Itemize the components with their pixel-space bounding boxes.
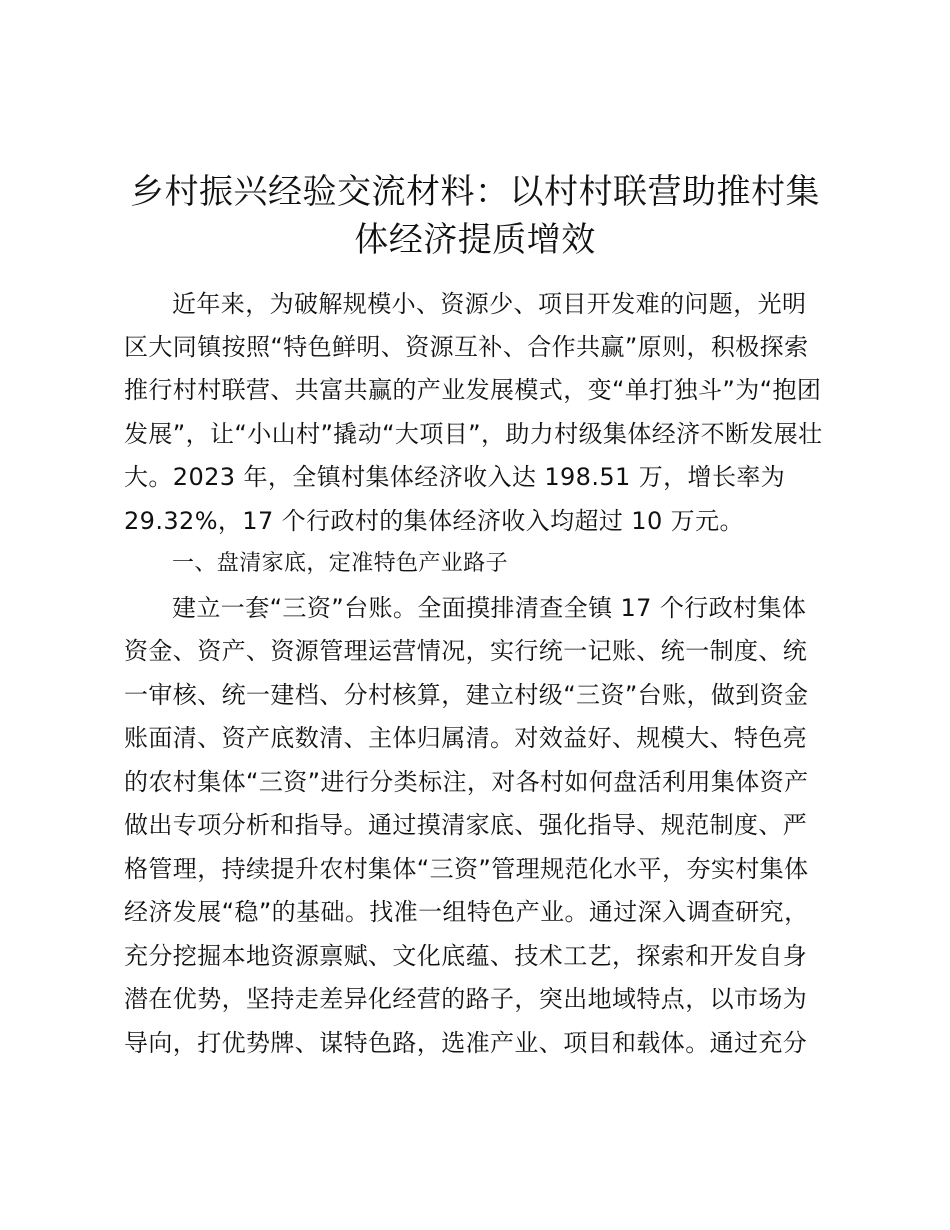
- text-line: 经济发展“稳”的基础。找准一组特色产业。通过深入调查研究，: [124, 898, 809, 926]
- text-line: 大。2023 年，全镇村集体经济收入达 198.51 万，增长率为: [124, 463, 786, 491]
- text-line: 发展”，让“小山村”撬动“大项目”，助力村级集体经济不断发展壮: [124, 420, 823, 448]
- text-line: 账面清、资产底数清、主体归属清。对效益好、规模大、特色亮: [124, 724, 808, 752]
- text-line: 近年来，为破解规模小、资源少、项目开发难的问题，光明: [172, 290, 807, 318]
- text-line: 做出专项分析和指导。通过摸清家底、强化指导、规范制度、严: [124, 811, 808, 839]
- text-line: 的农村集体“三资”进行分类标注，对各村如何盘活利用集体资产: [124, 768, 809, 796]
- text-line: 格管理，持续提升农村集体“三资”管理规范化水平，夯实村集体: [124, 855, 809, 883]
- text-line: 推行村村联营、共富共赢的产业发展模式，变“单打独斗”为“抱团: [124, 376, 822, 404]
- title-line: 乡村振兴经验交流材料：以村村联营助推村集: [130, 172, 820, 212]
- text-line: 充分挖掘本地资源禀赋、文化底蕴、技术工艺，探索和开发自身: [124, 942, 808, 970]
- document-title: [120, 168, 830, 264]
- text-line: 资金、资产、资源管理运营情况，实行统一记账、统一制度、统: [124, 637, 808, 665]
- text-line: 导向，打优势牌、谋特色路，选准产业、项目和载体。通过充分: [124, 1029, 808, 1057]
- text-line: 29.32%，17 个行政村的集体经济收入均超过 10 万元。: [124, 507, 744, 535]
- text-line: 潜在优势，坚持走差异化经营的路子，突出地域特点，以市场为: [124, 985, 808, 1013]
- text-line: 一审核、统一建档、分村核算，建立村级“三资”台账，做到资金: [124, 681, 809, 709]
- text-line: 区大同镇按照“特色鲜明、资源互补、合作共赢”原则，积极探索: [124, 333, 809, 361]
- title-line: 体经济提质增效: [354, 220, 596, 260]
- section-heading: 一、盘清家底，定准特色产业路子: [172, 551, 509, 576]
- text-line: 建立一套“三资”台账。全面摸排清查全镇 17 个行政村集体: [172, 594, 807, 622]
